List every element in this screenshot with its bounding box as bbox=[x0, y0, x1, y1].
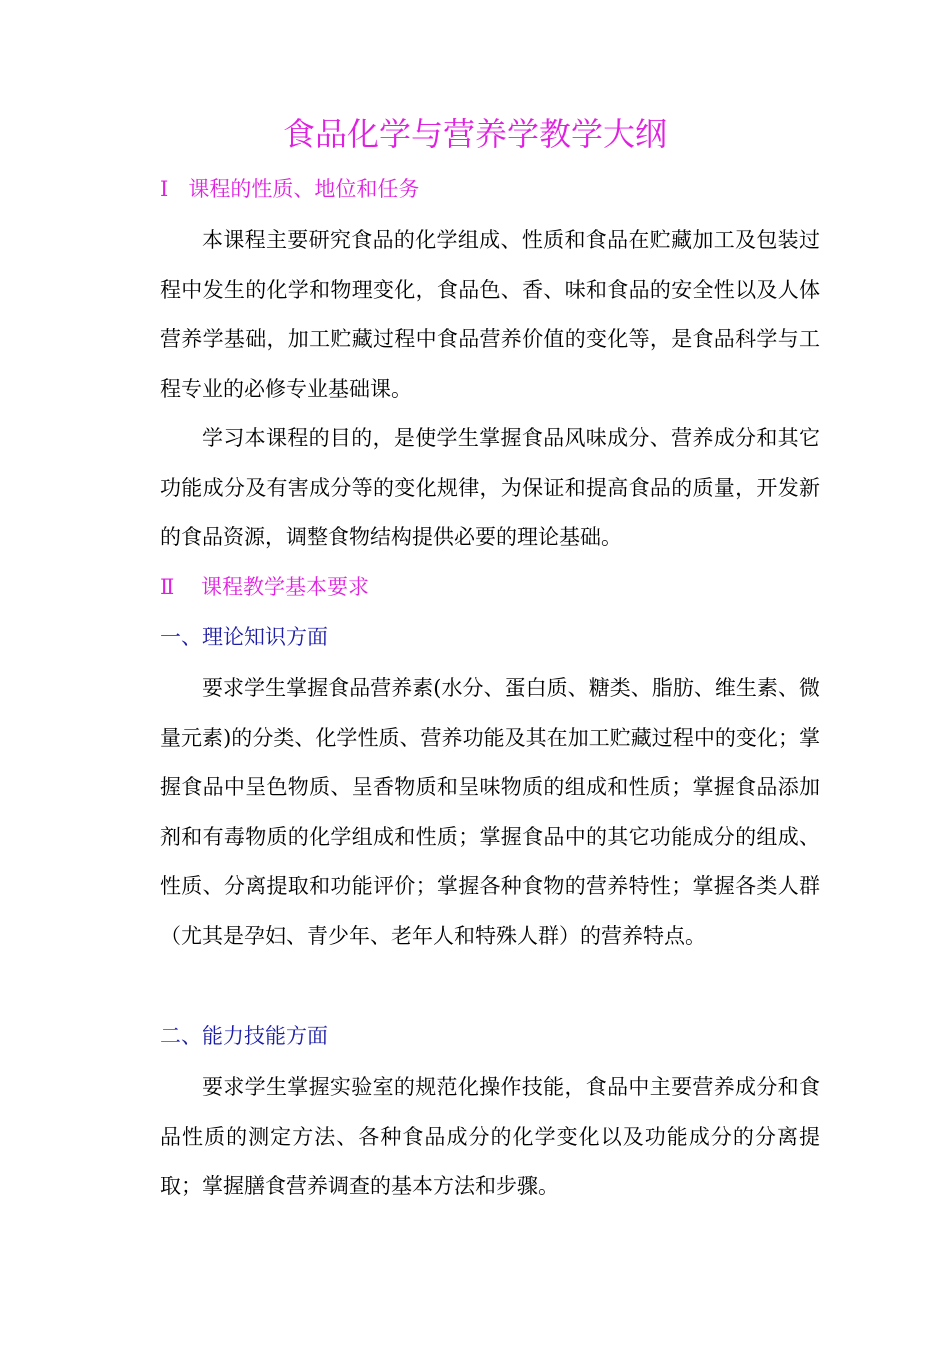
section-numeral-2: Ⅱ bbox=[160, 575, 175, 599]
subsection-heading-1: 一、理论知识方面 bbox=[160, 625, 328, 649]
subsection2-paragraph: 要求学生掌握实验室的规范化操作技能，食品中主要营养成分和食品性质的测定方法、各种食品成分的化学变化以及功能成分的分离提取；掌握膳食营养调查的基本方法和步骤。 bbox=[160, 1075, 820, 1199]
section-heading-1-text: 课程的性质、地位和任务 bbox=[188, 177, 420, 201]
section-numeral-1: Ⅰ bbox=[160, 177, 169, 201]
section-heading-1 bbox=[160, 174, 419, 204]
subsection-heading-2: 二、能力技能方面 bbox=[160, 1024, 328, 1048]
section1-paragraph-2: 学习本课程的目的，是使学生掌握食品风味成分、营养成分和其它功能成分及有害成分等的变化规律，为保证和提高食品的质量，开发新的食品资源，调整食物结构提供必要的理论基础。 bbox=[160, 426, 820, 550]
section-heading-2-text: 课程教学基本要求 bbox=[200, 575, 369, 599]
subsection1-paragraph: 要求学生掌握食品营养素(水分、蛋白质、糖类、脂肪、维生素、微量元素)的分类、化学性质、营养功能及其在加工贮藏过程中的变化；掌握食品中呈色物质、呈香物质和呈味物质的组成和性质；掌握食品添加剂和有毒物质的化学组成和性质；掌握食品中的其它功能成分的组成、性质、分离提取和功能评价；掌握各种食物的营养特性；掌握各类人群（尤其是孕妇、青少年、老年人和特殊人群）的营养特点。 bbox=[160, 676, 820, 948]
section-heading-2 bbox=[160, 572, 369, 602]
document-title: 食品化学与营养学教学大纲 bbox=[282, 115, 667, 153]
section1-paragraph-1: 本课程主要研究食品的化学组成、性质和食品在贮藏加工及包装过程中发生的化学和物理变化，食品色、香、味和食品的安全性以及人体营养学基础，加工贮藏过程中食品营养价值的变化等，是食品科学与工程专业的必修专业基础课。 bbox=[160, 228, 820, 401]
